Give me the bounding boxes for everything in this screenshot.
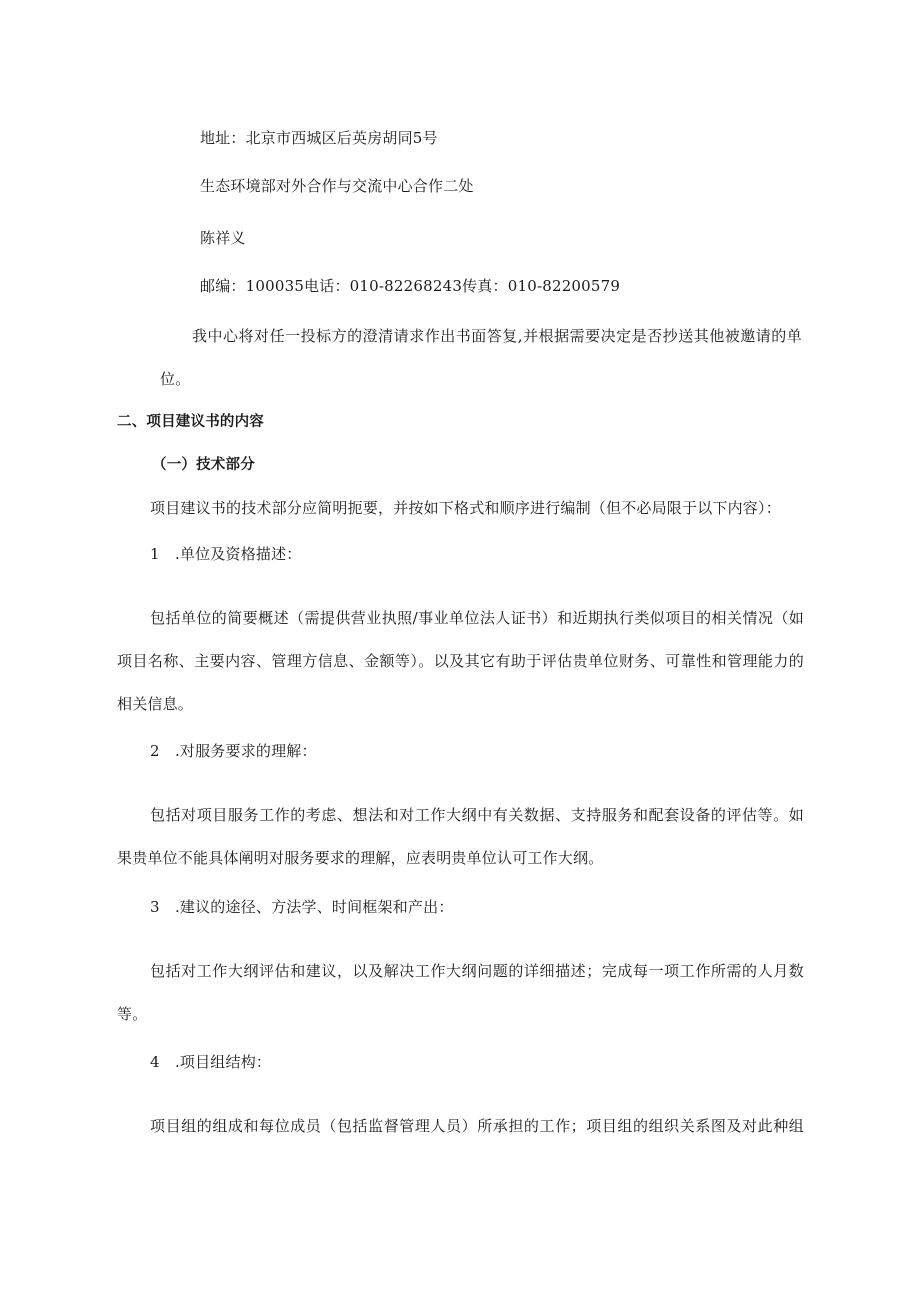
item-3-heading: 3 .建议的途径、方法学、时间框架和产出： — [150, 898, 454, 916]
item-2-line-2: 果贵单位不能具体阐明对服务要求的理解，应表明贵单位认可工作大纲。 — [117, 849, 604, 867]
item-4-line-1: 项目组的组成和每位成员（包括监督管理人员）所承担的工作；项目组的组织关系图及对此种组 — [150, 1117, 804, 1135]
clarification-line-1: 我中心将对任一投标方的澄清请求作出书面答复,并根据需要决定是否抄送其他被邀请的单 — [192, 327, 802, 345]
contact-address: 地址：北京市西城区后英房胡同5号 — [200, 129, 438, 147]
intro-paragraph: 项目建议书的技术部分应简明扼要，并按如下格式和顺序进行编制（但不必局限于以下内容）： — [150, 499, 781, 517]
item-1-line-1: 包括单位的简要概述（需提供营业执照/事业单位法人证书）和近期执行类似项目的相关情况（如 — [150, 609, 804, 627]
item-2-heading: 2 .对服务要求的理解： — [150, 742, 317, 760]
item-1-line-3: 相关信息。 — [117, 695, 194, 713]
item-4-heading: 4 .项目组结构： — [150, 1053, 272, 1071]
contact-organization: 生态环境部对外合作与交流中心合作二处 — [200, 177, 474, 195]
item-3-line-2: 等。 — [117, 1005, 148, 1023]
contact-person: 陈祥义 — [200, 229, 246, 247]
item-2-line-1: 包括对项目服务工作的考虑、想法和对工作大纲中有关数据、支持服务和配套设备的评估等。如 — [150, 806, 804, 824]
contact-phone-fax: 邮编：100035电话：010-82268243传真：010-82200579 — [200, 277, 621, 295]
section-heading: 二、项目建议书的内容 — [117, 414, 264, 430]
clarification-line-2: 位。 — [160, 370, 191, 388]
item-1-line-2: 项目名称、主要内容、管理方信息、金额等）。以及其它有助于评估贵单位财务、可靠性和管理能力的 — [117, 652, 804, 670]
item-3-line-1: 包括对工作大纲评估和建议，以及解决工作大纲问题的详细描述；完成每一项工作所需的人月数 — [150, 962, 804, 980]
subsection-heading: （一）技术部分 — [152, 457, 255, 473]
item-1-heading: 1 .单位及资格描述： — [150, 545, 302, 563]
